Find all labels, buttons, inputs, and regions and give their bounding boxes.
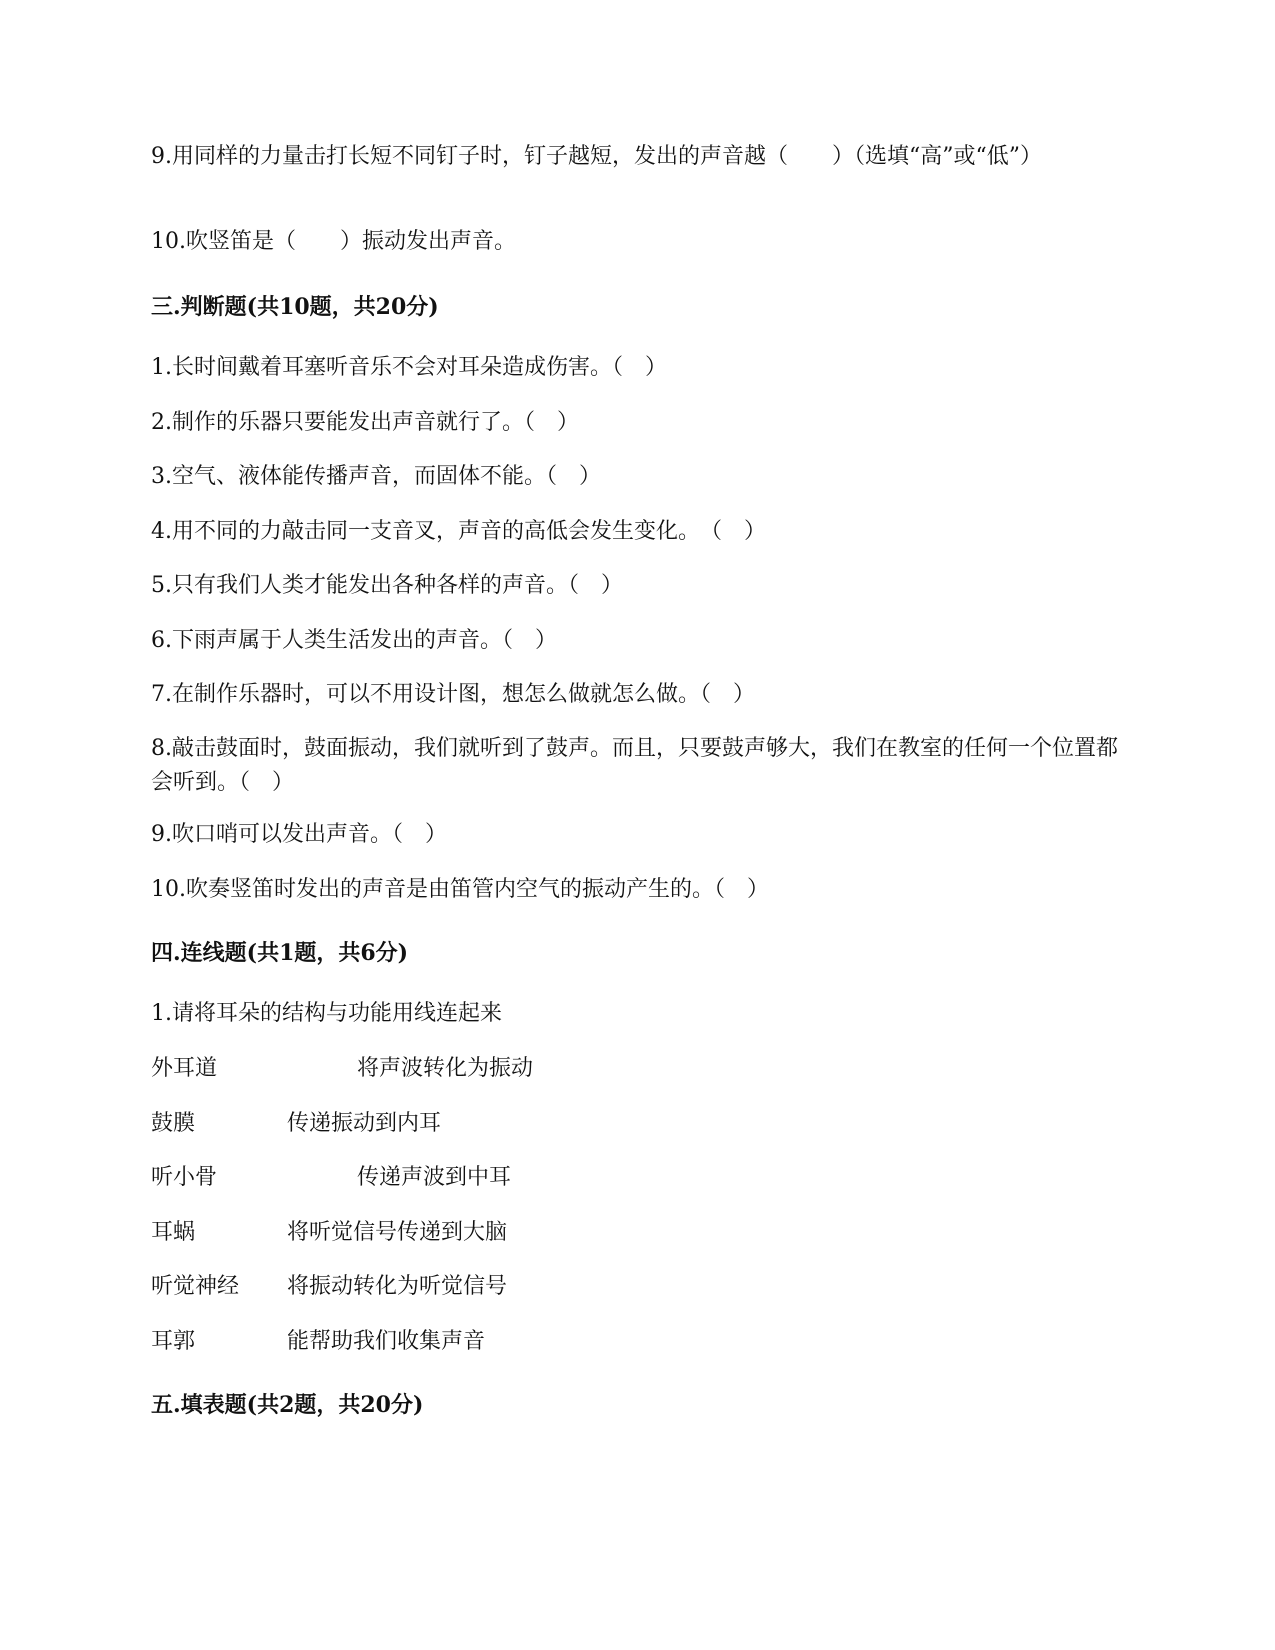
matching-left-item: 耳郭 — [151, 1329, 196, 1354]
matching-right-item: 将振动转化为听觉信号 — [287, 1274, 508, 1299]
matching-left-item: 鼓膜 — [151, 1111, 196, 1136]
fill-question-9: 9.用同样的力量击打长短不同钉子时，钉子越短，发出的声音越（ ）（选填“高”或“低”） — [151, 144, 1042, 169]
judge-question-7: 7.在制作乐器时，可以不用设计图，想怎么做就怎么做。（ ） — [151, 682, 755, 707]
matching-left-item: 听觉神经 — [151, 1274, 240, 1299]
judge-question-4: 4.用不同的力敲击同一支音叉，声音的高低会发生变化。 （ ） — [151, 519, 766, 544]
section-5-heading: 五.填表题(共2题，共20分) — [151, 1392, 424, 1418]
section-3-heading: 三.判断题(共10题，共20分) — [151, 294, 439, 320]
matching-left-item: 外耳道 — [151, 1056, 218, 1081]
judge-question-5: 5.只有我们人类才能发出各种各样的声音。（ ） — [151, 573, 623, 598]
matching-right-item: 将听觉信号传递到大脑 — [287, 1220, 508, 1245]
judge-question-6: 6.下雨声属于人类生活发出的声音。（ ） — [151, 628, 557, 653]
matching-right-item: 传递振动到内耳 — [287, 1111, 442, 1136]
judge-question-9: 9.吹口哨可以发出声音。（ ） — [151, 822, 447, 847]
judge-question-3: 3.空气、液体能传播声音，而固体不能。（ ） — [151, 464, 601, 489]
section-4-heading: 四.连线题(共1题，共6分) — [151, 940, 409, 966]
matching-left-item: 耳蜗 — [151, 1220, 196, 1245]
judge-question-8: 8.敲击鼓面时，鼓面振动，我们就听到了鼓声。而且，只要鼓声够大，我们在教室的任何一个位置都会听到。（ ） — [151, 736, 1118, 795]
matching-question-1: 1.请将耳朵的结构与功能用线连起来 — [151, 1001, 502, 1026]
matching-left-item: 听小骨 — [151, 1165, 218, 1190]
judge-question-2: 2.制作的乐器只要能发出声音就行了。（ ） — [151, 410, 579, 435]
matching-right-item: 能帮助我们收集声音 — [287, 1329, 486, 1354]
judge-question-10: 10.吹奏竖笛时发出的声音是由笛管内空气的振动产生的。（ ） — [151, 877, 769, 902]
matching-right-item: 传递声波到中耳 — [357, 1165, 512, 1190]
fill-question-10: 10.吹竖笛是（ ）振动发出声音。 — [151, 229, 516, 254]
matching-right-item: 将声波转化为振动 — [357, 1056, 534, 1081]
judge-question-1: 1.长时间戴着耳塞听音乐不会对耳朵造成伤害。（ ） — [151, 355, 667, 380]
